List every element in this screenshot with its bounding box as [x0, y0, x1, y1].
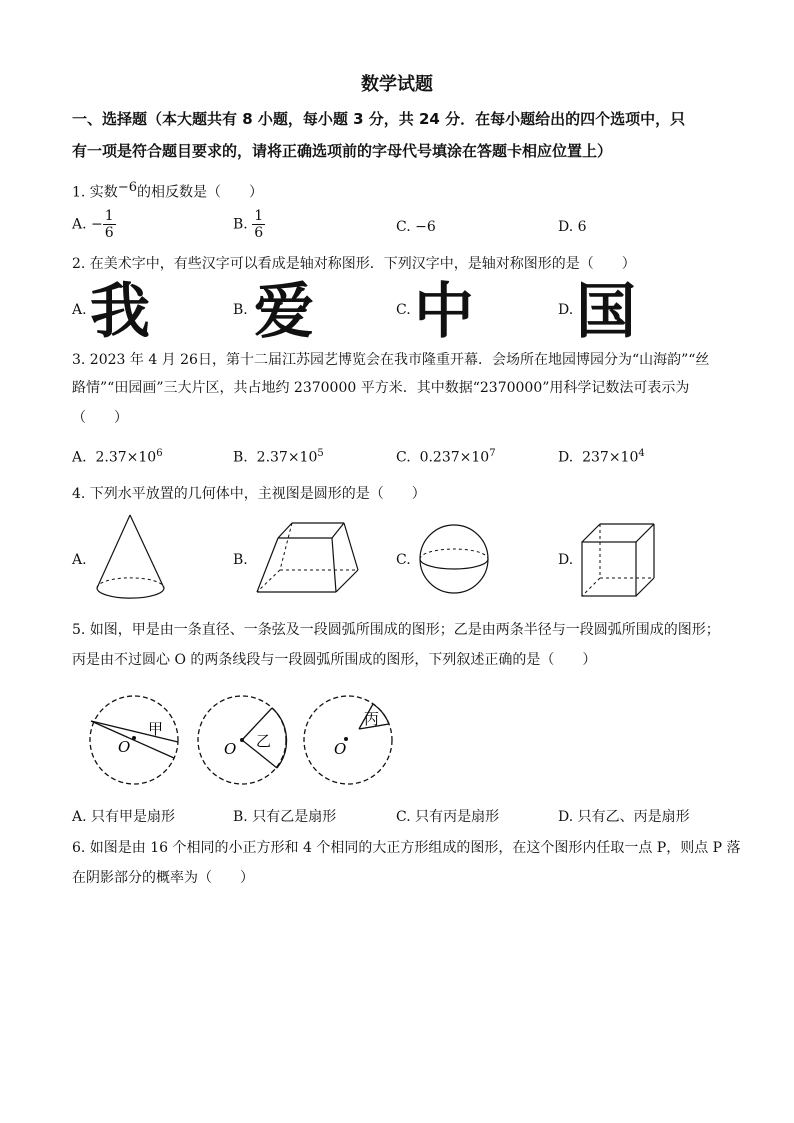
label-yi: 乙 — [256, 732, 272, 750]
q1-option-a-label: A. — [72, 216, 87, 233]
q3-option-a — [72, 448, 163, 466]
q2-option-c-char: 中 — [414, 277, 474, 347]
option-base: 237×10 — [582, 449, 639, 466]
q5-option-b: B. 只有乙是扇形 — [233, 809, 337, 825]
q4-option-c-label: C. — [396, 552, 411, 568]
q1-option-d: D. 6 — [558, 219, 587, 235]
question-6-line2: 在阴影部分的概率为（ ） — [72, 870, 254, 886]
q1-option-a — [72, 208, 116, 241]
section-heading-line1: 一、选择题（本大题共有 8 小题，每小题 3 分，共 24 分．在每小题给出的四个选项中，只 — [72, 110, 686, 128]
q3-option-d — [558, 448, 645, 466]
option-exponent: 4 — [638, 448, 645, 459]
q2-option-c-label: C. — [396, 302, 411, 318]
circle-jia — [90, 696, 178, 784]
option-base: 2.37×10 — [95, 449, 157, 466]
cone-figure — [92, 512, 172, 602]
question-6-line1: 6. 如图是由 16 个相同的小正方形和 4 个相同的大正方形组成的图形，在这个图形内任取一点 P，则点 P 落 — [72, 840, 741, 856]
q1-option-a-fraction — [103, 208, 116, 241]
frustum-figure — [254, 518, 364, 598]
question-2: 2. 在美术字中，有些汉字可以看成是轴对称图形．下列汉字中，是轴对称图形的是（ ） — [72, 256, 636, 272]
option-exponent: 7 — [489, 448, 496, 459]
option-label: C. — [396, 449, 411, 466]
cube-figure — [578, 520, 658, 600]
circle-bing — [304, 696, 392, 784]
label-o-2: O — [224, 740, 237, 758]
option-base: 0.237×10 — [419, 449, 490, 466]
option-exponent: 5 — [317, 448, 324, 459]
q1-option-b-fraction — [252, 208, 265, 241]
question-1-post: 的相反数是（ ） — [136, 184, 263, 201]
q1-option-b — [233, 208, 265, 241]
q2-option-a-char: 我 — [90, 277, 150, 347]
option-label: B. — [233, 449, 248, 466]
option-base: 2.37×10 — [256, 449, 318, 466]
question-5-line1: 5. 如图，甲是由一条直径、一条弦及一段圆弧所围成的图形；乙是由两条半径与一段圆弧所围成的图形； — [72, 622, 720, 638]
circle-yi — [198, 696, 287, 784]
question-1-pre: 1. 实数 — [72, 184, 118, 201]
fraction-denominator: 6 — [104, 225, 114, 241]
section-heading-line2: 有一项是符合题目要求的，请将正确选项前的字母代号填涂在答题卡相应位置上） — [72, 142, 613, 160]
q2-option-d-char: 国 — [576, 277, 636, 347]
circles-figure — [88, 684, 408, 802]
q4-option-a-label: A. — [72, 552, 87, 568]
q5-option-d: D. 只有乙、丙是扇形 — [558, 809, 690, 825]
fraction-numerator: 1 — [254, 208, 264, 224]
page-title: 数学试题 — [361, 74, 433, 95]
q3-option-c — [396, 448, 496, 466]
option-label: D. — [558, 449, 574, 466]
q4-option-d-label: D. — [558, 552, 574, 568]
option-label: A. — [72, 449, 87, 466]
q1-option-a-sign: − — [91, 216, 103, 233]
question-1-number: −6 — [117, 180, 137, 195]
option-exponent: 6 — [156, 448, 163, 459]
q5-option-a: A. 只有甲是扇形 — [72, 809, 176, 825]
q1-option-b-label: B. — [233, 216, 248, 233]
q2-option-b-char: 爱 — [254, 277, 314, 347]
sphere-figure — [418, 522, 492, 596]
label-bing: 丙 — [364, 710, 380, 728]
question-5-line2: 丙是由不过圆心 O 的两条线段与一段圆弧所围成的图形，下列叙述正确的是（ ） — [72, 652, 597, 668]
fraction-numerator: 1 — [104, 208, 114, 224]
q5-option-c: C. 只有丙是扇形 — [396, 809, 500, 825]
q4-option-b-label: B. — [233, 552, 248, 568]
q2-option-d-label: D. — [558, 302, 574, 318]
label-o-1: O — [118, 738, 131, 756]
question-3-line3: （ ） — [72, 410, 128, 426]
q2-option-b-label: B. — [233, 302, 248, 318]
q3-option-b — [233, 448, 324, 466]
label-jia: 甲 — [148, 720, 164, 738]
fraction-denominator: 6 — [254, 225, 264, 241]
q2-option-a-label: A. — [72, 302, 87, 318]
label-o-3: O — [334, 740, 347, 758]
question-3-line2: 路情”“田园画”三大片区，共占地约 2370000 平方米．其中数据“2370000”用科学记数法可表示为 — [72, 380, 690, 396]
question-1 — [72, 178, 263, 203]
q1-option-c: C. −6 — [396, 219, 436, 235]
question-3-line1: 3. 2023 年 4 月 26日，第十二届江苏园艺博览会在我市隆重开幕．会场所在地园博园分为“山海韵”“丝 — [72, 352, 710, 368]
question-4: 4. 下列水平放置的几何体中，主视图是圆形的是（ ） — [72, 486, 426, 502]
